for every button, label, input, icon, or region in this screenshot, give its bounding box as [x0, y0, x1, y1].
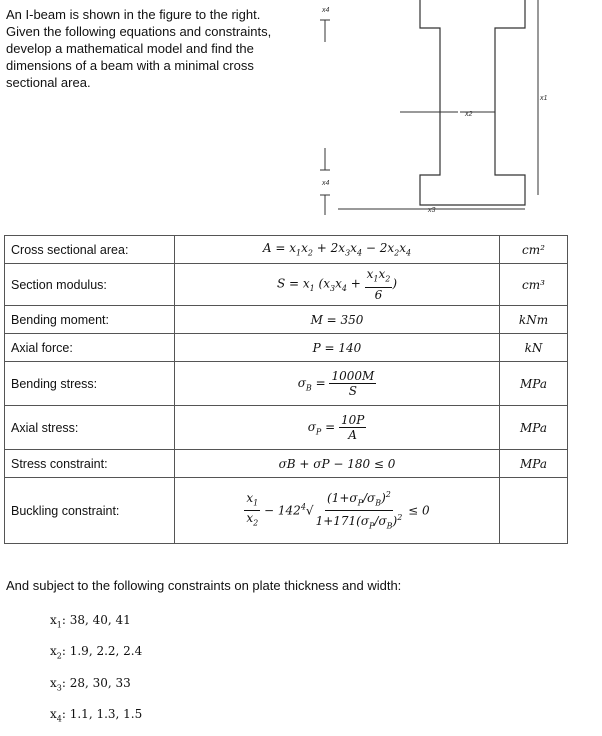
formula-stress-constraint: σB + σP − 180 ≤ 0 — [175, 450, 500, 478]
formula-moment: M = 350 — [175, 306, 500, 334]
row-label: Bending stress: — [5, 362, 175, 406]
x4-bottom-label: x4 — [322, 180, 330, 187]
row-label: Section modulus: — [5, 264, 175, 306]
row-label: Axial force: — [5, 334, 175, 362]
formula-axial-stress: $\sigma_P$ = $\frac{10P}{A}$ — [175, 406, 500, 450]
formula-buckling: $\frac{x_1}{x_2}$ − $142^4√$ $\frac{(1+\sigma_P/\sigma_B)^2}{1+171(\sigma_P/\sigma_B)^2}$ ≤ 0 — [175, 478, 500, 544]
row-unit: cm³ — [500, 264, 568, 306]
formula-bending-stress: $\sigma_B$ = $\frac{1000M}{S}$ — [175, 362, 500, 406]
x4-top-label: x4 — [322, 7, 330, 14]
constraint-x3: $x_3$: 28, 30, 33 — [50, 676, 131, 693]
constraint-x1: $x_1$: 38, 40, 41 — [50, 613, 131, 630]
row-label: Buckling constraint: — [5, 478, 175, 544]
x2-label: x2 — [465, 111, 473, 118]
row-unit: MPa — [500, 450, 568, 478]
x3-label: x3 — [428, 207, 436, 214]
constraint-x2: $x_2$: 1.9, 2.2, 2.4 — [50, 644, 143, 661]
i-beam-outline — [420, 0, 525, 205]
row-label: Bending moment: — [5, 306, 175, 334]
row-unit: MPa — [500, 362, 568, 406]
row-label: Stress constraint: — [5, 450, 175, 478]
formula-force: P = 140 — [175, 334, 500, 362]
row-label: Cross sectional area: — [5, 236, 175, 264]
row-unit — [500, 478, 568, 544]
row-unit: cm² — [500, 236, 568, 264]
problem-statement: An I-beam is shown in the figure to the right. Given the following equations and constraints, develop a mathematical model and find the dimensions of a beam with a minimal cross sectional area. — [6, 7, 272, 90]
constraint-x4: $x_4$: 1.1, 1.3, 1.5 — [50, 707, 143, 724]
row-unit: MPa — [500, 406, 568, 450]
x1-label: x1 — [540, 95, 548, 102]
row-unit: kNm — [500, 306, 568, 334]
formula-modulus: $S = x_1$ ($x_3x_4$ + $\frac{x_1x_2}{6}$ ) — [175, 264, 500, 306]
constraints-intro: And subject to the following constraints on plate thickness and width: — [6, 578, 402, 593]
formula-area: $A = x_1x_2 + 2x_3x_4 - 2x_2x_4$ — [175, 236, 500, 264]
row-label: Axial stress: — [5, 406, 175, 450]
i-beam-figure — [300, 0, 600, 225]
properties-table — [4, 235, 568, 544]
row-unit: kN — [500, 334, 568, 362]
